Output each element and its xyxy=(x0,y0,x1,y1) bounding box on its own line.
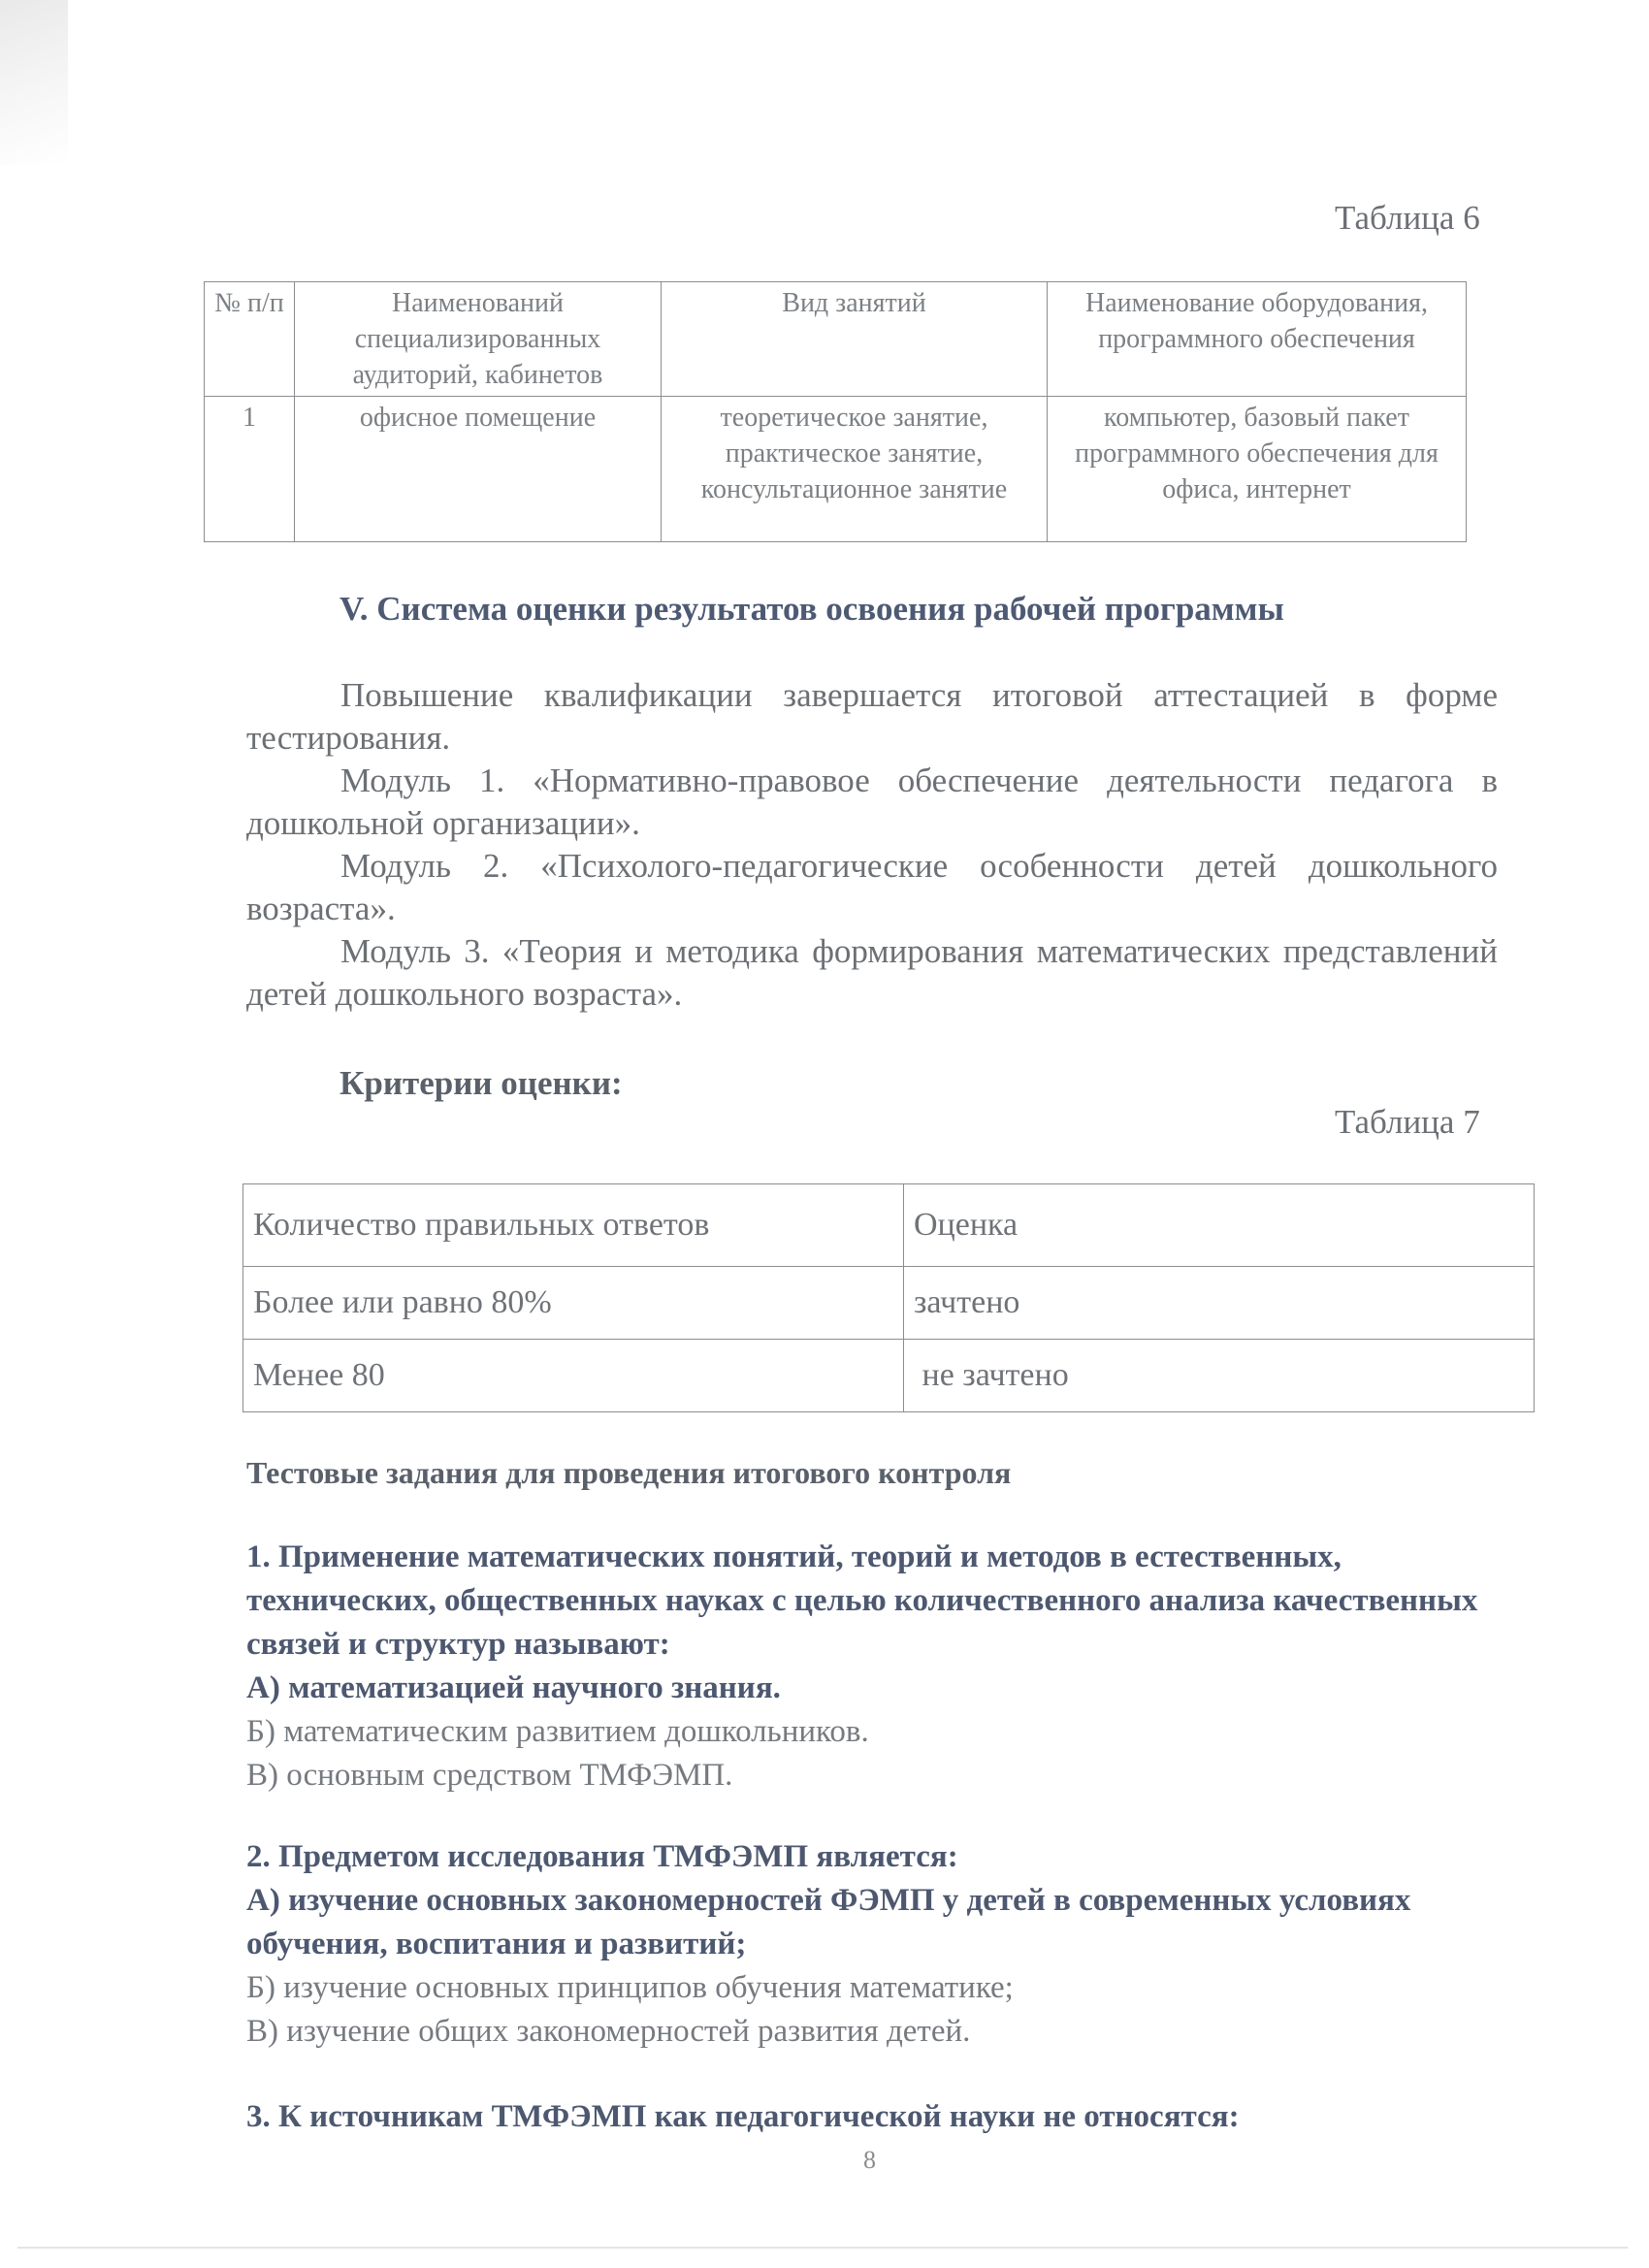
table6-header-cell: Наименований специализированных аудиторий, кабинетов xyxy=(295,282,662,397)
page-edge-line xyxy=(17,2247,1628,2249)
table7-label: Таблица 7 xyxy=(1335,1103,1480,1141)
answer-option: Б) изучение основных принципов обучения математике; xyxy=(246,1970,1014,2005)
criteria-title: Критерии оценки: xyxy=(340,1064,623,1102)
paragraph-text: Повышение квалификации завершается итоговой аттестацией в форме тестирования. xyxy=(246,676,1498,757)
section-title: V. Система оценки результатов освоения рабочей программы xyxy=(340,590,1284,628)
answer-option: Б) математическим развитием дошкольников. xyxy=(246,1714,869,1749)
table6 xyxy=(204,281,1467,542)
table7-cell: не зачтено xyxy=(904,1340,1535,1412)
question-1 xyxy=(246,1536,1498,1798)
table7-cell: Более или равно 80% xyxy=(243,1267,904,1340)
answer-option: В) основным средством ТМФЭМП. xyxy=(246,1758,733,1793)
paragraph xyxy=(246,930,1498,1016)
table6-header-cell: № п/п xyxy=(205,282,295,397)
question-text: 1. Применение математических понятий, теорий и методов в естественных, технических, общественных науках с целью количественного анализа качественных связей и структур называют: xyxy=(246,1539,1478,1662)
table6-cell: теоретическое занятие, практическое занятие, консультационное занятие xyxy=(662,397,1048,542)
table7-row xyxy=(243,1267,1535,1340)
paragraph-text: Модуль 2. «Психолого-педагогические особенности детей дошкольного возраста». xyxy=(246,847,1498,927)
question-text: 3. К источникам ТМФЭМП как педагогической науки не относятся: xyxy=(246,2099,1240,2134)
table7-cell: Количество правильных ответов xyxy=(243,1184,904,1267)
page-fold-shadow xyxy=(0,0,68,165)
table7-cell: Оценка xyxy=(904,1184,1535,1267)
section-body xyxy=(246,674,1498,1016)
table6-row xyxy=(205,397,1467,542)
table7-row xyxy=(243,1340,1535,1412)
question-3 xyxy=(246,2095,1498,2139)
answer-option: А) математизацией научного знания. xyxy=(246,1670,781,1705)
question-2 xyxy=(246,1835,1498,2054)
paragraph xyxy=(246,845,1498,930)
table7-row xyxy=(243,1184,1535,1267)
answer-option: А) изучение основных закономерностей ФЭМП у детей в современных условиях обучения, воспитания и развитий; xyxy=(246,1883,1411,1961)
paragraph xyxy=(246,674,1498,760)
table6-cell: 1 xyxy=(205,397,295,542)
table7-cell: зачтено xyxy=(904,1267,1535,1340)
table6-cell: офисное помещение xyxy=(295,397,662,542)
table6-label: Таблица 6 xyxy=(1335,199,1480,237)
answer-option: В) изучение общих закономерностей развития детей. xyxy=(246,2014,971,2049)
table7-cell: Менее 80 xyxy=(243,1340,904,1412)
tests-title: Тестовые задания для проведения итогового контроля xyxy=(246,1455,1012,1490)
paragraph xyxy=(246,760,1498,845)
table6-header-cell: Вид занятий xyxy=(662,282,1048,397)
table6-cell: компьютер, базовый пакет программного обеспечения для офиса, интернет xyxy=(1048,397,1467,542)
table6-header-row xyxy=(205,282,1467,397)
paragraph-text: Модуль 3. «Теория и методика формирования математических представлений детей дошкольного возраста». xyxy=(246,932,1498,1013)
table7 xyxy=(242,1183,1535,1412)
table6-header-cell: Наименование оборудования, программного обеспечения xyxy=(1048,282,1467,397)
paragraph-text: Модуль 1. «Нормативно-правовое обеспечение деятельности педагога в дошкольной организации». xyxy=(246,761,1498,842)
page-number: 8 xyxy=(863,2146,876,2174)
question-text: 2. Предметом исследования ТМФЭМП является: xyxy=(246,1839,958,1874)
